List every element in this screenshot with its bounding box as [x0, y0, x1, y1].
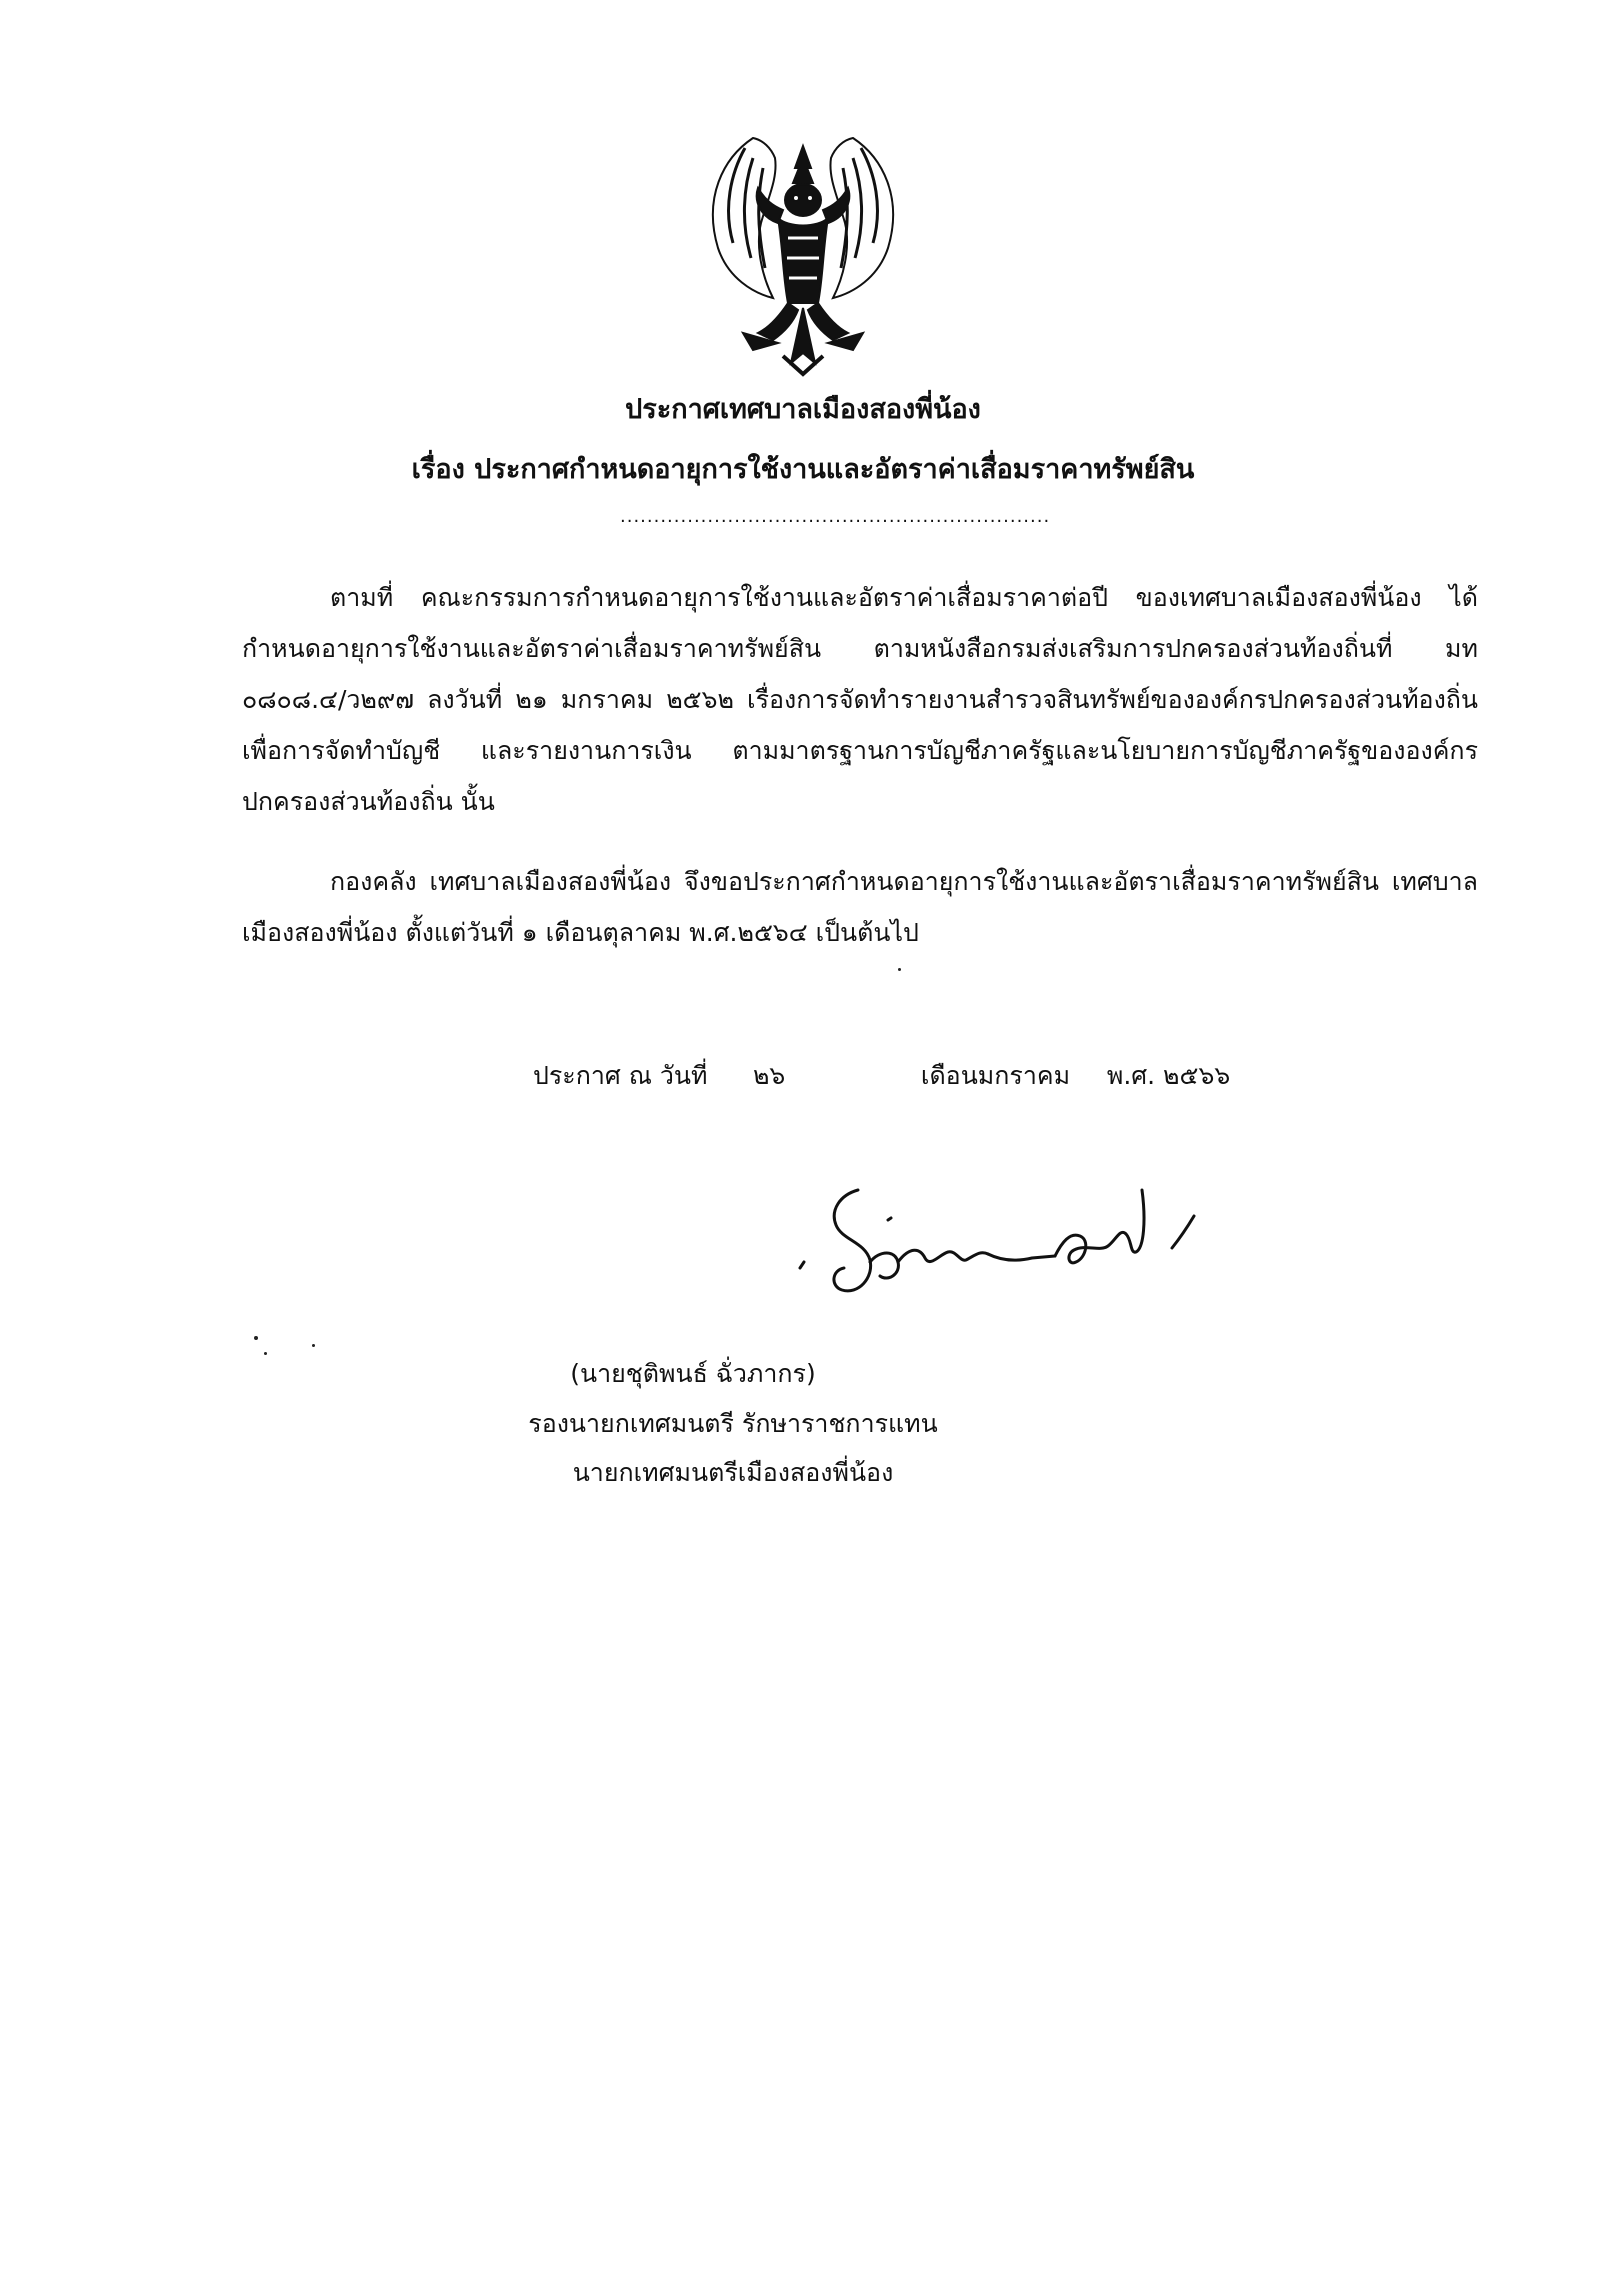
announcement-dateline	[533, 1058, 1230, 1094]
body-paragraph-1: ตามที่ คณะกรรมการกำหนดอายุการใช้งานและอัตราค่าเสื่อมราคาต่อปี ของเทศบาลเมืองสองพี่น้อง ได้กำหนดอายุการใช้งานและอัตราค่าเสื่อมราคาทรัพย์สิน ตามหนังสือกรมส่งเสริมการปกครองส่วนท้องถิ่นที่ มท ๐๘๐๘.๔/ว๒๙๗ ลงวันที่ ๒๑ มกราคม ๒๕๖๒ เรื่องการจัดทำรายงานสำรวจสินทรัพย์ขององค์กรปกครองส่วนท้องถิ่นเพื่อการจัดทำบัญชี และรายงานการเงิน ตามมาตรฐานการบัญชีภาครัฐและนโยบายการบัญชีภาครัฐขององค์กรปกครองส่วนท้องถิ่น นั้น	[242, 583, 1478, 816]
handwritten-signature	[770, 1150, 1250, 1320]
signer-position-2: นายกเทศมนตรีเมืองสองพี่น้อง	[572, 1458, 894, 1487]
body-paragraph-2: กองคลัง เทศบาลเมืองสองพี่น้อง จึงขอประกาศกำหนดอายุการใช้งานและอัตราเสื่อมราคาทรัพย์สิน เทศบาลเมืองสองพี่น้อง ตั้งแต่วันที่ ๑ เดือนตุลาคม พ.ศ.๒๕๖๔ เป็นต้นไป	[242, 867, 1478, 947]
announcement-title: ประกาศเทศบาลเมืองสองพี่น้อง	[625, 394, 981, 425]
signer-name: (นายชุติพนธ์ ฉั่วภากร)	[570, 1359, 816, 1388]
garuda-emblem-icon	[683, 128, 923, 378]
scan-speck	[264, 1352, 267, 1355]
dateline-month: เดือนมกราคม	[920, 1061, 1071, 1090]
dateline-year: พ.ศ. ๒๕๖๖	[1106, 1061, 1231, 1090]
announcement-subject: เรื่อง ประกาศกำหนดอายุการใช้งานและอัตราค่าเสื่อมราคาทรัพย์สิน	[411, 454, 1195, 485]
dateline-label: ประกาศ ณ วันที่	[533, 1061, 708, 1090]
scan-speck	[312, 1344, 315, 1347]
scan-speck	[898, 968, 901, 971]
scan-speck	[254, 1336, 258, 1340]
signer-position-1: รองนายกเทศมนตรี รักษาราชการแทน	[528, 1409, 938, 1438]
dateline-day: ๒๖	[752, 1061, 786, 1090]
separator-line: ................................................................	[620, 506, 1051, 527]
